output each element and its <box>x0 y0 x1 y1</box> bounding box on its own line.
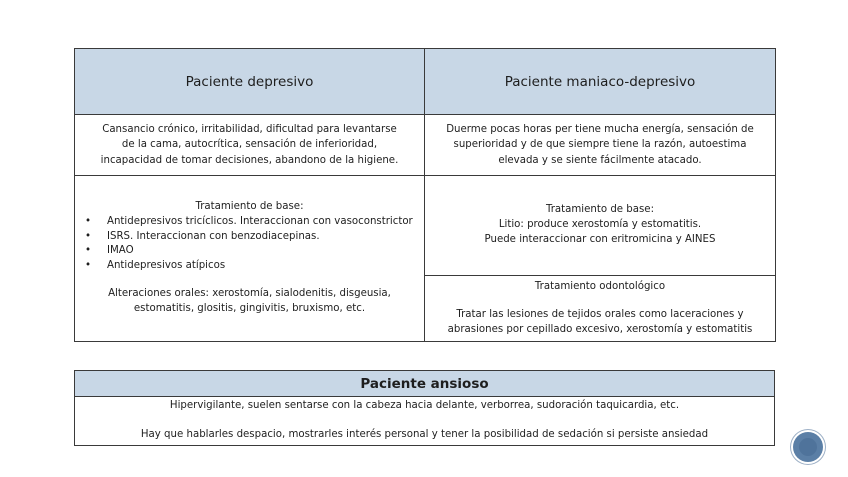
description-line: incapacidad de tomar decisiones, abandono de la higiene. <box>100 154 399 166</box>
tratamiento-title: Tratamiento de base: <box>545 204 655 216</box>
patients-table <box>74 48 776 342</box>
alteraciones-line: estomatitis, glositis, gingivitis, bruxismo, etc. <box>133 302 366 314</box>
list-item: • Antidepresivos tricíclicos. Interaccionan con vasoconstrictor <box>107 215 418 230</box>
tratamiento-line: Puede interaccionar con eritromicina y AINES <box>484 233 716 245</box>
list-item: • IMAO <box>107 244 418 259</box>
tratamiento-odontologico <box>425 275 776 341</box>
description-line: Duerme pocas horas per tiene mucha energía, sensación de <box>446 123 754 135</box>
description-line: Cansancio crónico, irritabilidad, dificultad para levantarse <box>102 123 397 135</box>
header-maniaco-depresivo: Paciente maniaco-depresivo <box>425 49 776 115</box>
description-line: elevada y se siente fácilmente atacado. <box>498 154 702 166</box>
alteraciones-line: Alteraciones orales: xerostomía, sialodenitis, disgeusia, <box>108 288 391 300</box>
list-item: • Antidepresivos atípicos <box>107 259 418 274</box>
tratamiento-title: Tratamiento de base: <box>195 201 304 213</box>
header-depresivo: Paciente depresivo <box>75 49 425 115</box>
slide-badge-icon <box>793 432 823 462</box>
description-depresivo <box>75 115 425 176</box>
ansioso-line: Hay que hablarles despacio, mostrarles interés personal y tener la posibilidad de sedación si persiste ansiedad <box>140 429 709 440</box>
description-line: superioridad y de que siempre tiene la razón, autoestima <box>453 139 747 151</box>
tratamiento-depresivo <box>75 176 425 342</box>
ansioso-line: Hipervigilante, suelen sentarse con la cabeza hacia delante, verborrea, sudoración taquicardia, etc. <box>169 400 680 412</box>
list-item: • ISRS. Interaccionan con benzodiacepinas. <box>107 230 418 245</box>
tratamiento-maniaco <box>425 176 776 276</box>
ansioso-table <box>74 370 775 446</box>
header-ansioso: Paciente ansioso <box>75 371 775 397</box>
ansioso-body <box>75 397 775 446</box>
tratamiento-line: Litio: produce xerostomía y estomatitis. <box>498 219 702 230</box>
odontologico-line: abrasiones por cepillado excesivo, xerostomía y estomatitis <box>447 324 753 336</box>
description-maniaco <box>425 115 776 176</box>
odontologico-line: Tratar las lesiones de tejidos orales como laceraciones y <box>456 309 744 321</box>
description-line: de la cama, autocrítica, sensación de inferioridad, <box>121 139 378 151</box>
odontologico-title: Tratamiento odontológico <box>534 280 666 292</box>
drug-list <box>81 215 418 273</box>
